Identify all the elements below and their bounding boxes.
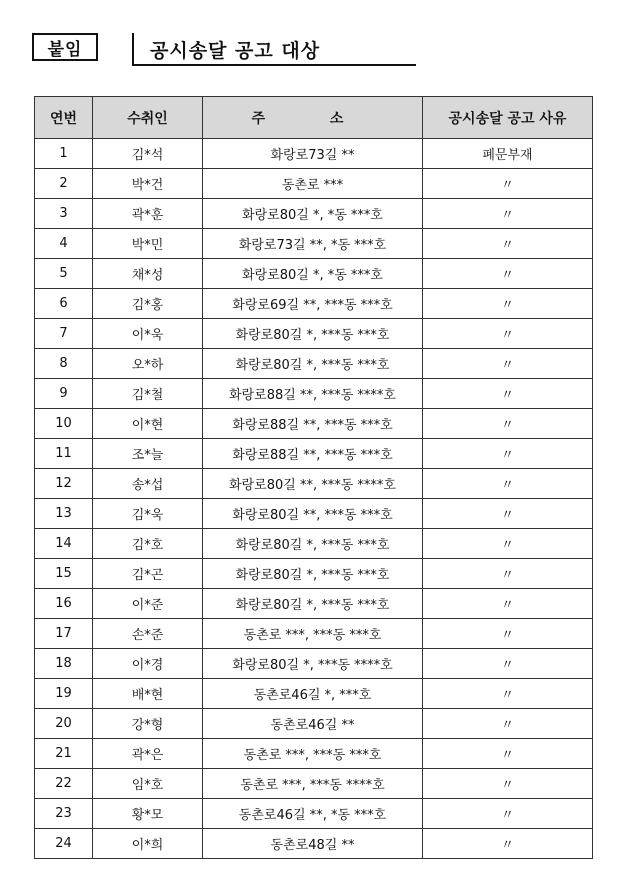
cell-reason: 〃 bbox=[423, 319, 593, 349]
cell-address: 화랑로73길 **, *동 ***호 bbox=[203, 229, 423, 259]
cell-reason: 〃 bbox=[423, 709, 593, 739]
cell-address: 동촌로 ***, ***동 ****호 bbox=[203, 769, 423, 799]
cell-address: 화랑로80길 *, *동 ***호 bbox=[203, 259, 423, 289]
cell-number: 8 bbox=[35, 349, 93, 379]
table-row bbox=[35, 709, 593, 739]
table-row bbox=[35, 589, 593, 619]
cell-address: 화랑로80길 *, ***동 ***호 bbox=[203, 529, 423, 559]
cell-address: 화랑로80길 *, *동 ***호 bbox=[203, 199, 423, 229]
cell-recipient: 곽*훈 bbox=[93, 199, 203, 229]
cell-number: 21 bbox=[35, 739, 93, 769]
table-header-row bbox=[35, 97, 593, 139]
cell-reason: 〃 bbox=[423, 379, 593, 409]
cell-recipient: 배*현 bbox=[93, 679, 203, 709]
cell-number: 19 bbox=[35, 679, 93, 709]
cell-reason: 〃 bbox=[423, 229, 593, 259]
cell-number: 24 bbox=[35, 829, 93, 859]
cell-address: 화랑로80길 *, ***동 ***호 bbox=[203, 589, 423, 619]
cell-number: 15 bbox=[35, 559, 93, 589]
cell-recipient: 오*하 bbox=[93, 349, 203, 379]
table-row bbox=[35, 349, 593, 379]
cell-address: 동촌로 *** bbox=[203, 169, 423, 199]
cell-recipient: 송*섭 bbox=[93, 469, 203, 499]
cell-recipient: 손*준 bbox=[93, 619, 203, 649]
cell-recipient: 이*희 bbox=[93, 829, 203, 859]
attachment-badge: 붙임 bbox=[32, 33, 98, 61]
cell-number: 20 bbox=[35, 709, 93, 739]
cell-recipient: 강*형 bbox=[93, 709, 203, 739]
table-row bbox=[35, 319, 593, 349]
table-row bbox=[35, 559, 593, 589]
cell-address: 화랑로69길 **, ***동 ***호 bbox=[203, 289, 423, 319]
cell-reason: 〃 bbox=[423, 349, 593, 379]
cell-reason: 폐문부재 bbox=[423, 139, 593, 169]
cell-reason: 〃 bbox=[423, 769, 593, 799]
cell-reason: 〃 bbox=[423, 559, 593, 589]
table-row bbox=[35, 409, 593, 439]
cell-reason: 〃 bbox=[423, 529, 593, 559]
cell-recipient: 채*성 bbox=[93, 259, 203, 289]
cell-address: 동촌로48길 ** bbox=[203, 829, 423, 859]
table-row bbox=[35, 469, 593, 499]
table-row bbox=[35, 679, 593, 709]
table-row bbox=[35, 739, 593, 769]
cell-recipient: 임*호 bbox=[93, 769, 203, 799]
cell-address: 화랑로80길 *, ***동 ****호 bbox=[203, 649, 423, 679]
cell-reason: 〃 bbox=[423, 169, 593, 199]
column-header-recipient: 수취인 bbox=[93, 97, 203, 139]
cell-number: 5 bbox=[35, 259, 93, 289]
cell-recipient: 김*석 bbox=[93, 139, 203, 169]
cell-address: 동촌로46길 *, ***호 bbox=[203, 679, 423, 709]
cell-reason: 〃 bbox=[423, 469, 593, 499]
cell-address: 화랑로80길 *, ***동 ***호 bbox=[203, 319, 423, 349]
table-row bbox=[35, 499, 593, 529]
cell-address: 화랑로80길 **, ***동 ***호 bbox=[203, 499, 423, 529]
cell-address: 화랑로80길 *, ***동 ***호 bbox=[203, 559, 423, 589]
page-title: 공시송달 공고 대상 bbox=[150, 40, 321, 62]
cell-number: 14 bbox=[35, 529, 93, 559]
cell-recipient: 곽*은 bbox=[93, 739, 203, 769]
cell-recipient: 이*경 bbox=[93, 649, 203, 679]
cell-reason: 〃 bbox=[423, 619, 593, 649]
cell-address: 동촌로46길 **, *동 ***호 bbox=[203, 799, 423, 829]
title-box bbox=[132, 33, 416, 66]
cell-address: 화랑로73길 ** bbox=[203, 139, 423, 169]
column-header-reason: 공시송달 공고 사유 bbox=[423, 97, 593, 139]
cell-reason: 〃 bbox=[423, 289, 593, 319]
cell-recipient: 박*민 bbox=[93, 229, 203, 259]
table-row bbox=[35, 619, 593, 649]
cell-reason: 〃 bbox=[423, 799, 593, 829]
cell-number: 2 bbox=[35, 169, 93, 199]
cell-number: 6 bbox=[35, 289, 93, 319]
cell-reason: 〃 bbox=[423, 829, 593, 859]
cell-number: 16 bbox=[35, 589, 93, 619]
cell-number: 13 bbox=[35, 499, 93, 529]
table-row bbox=[35, 769, 593, 799]
cell-recipient: 이*준 bbox=[93, 589, 203, 619]
cell-recipient: 조*늘 bbox=[93, 439, 203, 469]
table-row bbox=[35, 529, 593, 559]
document-header bbox=[32, 33, 416, 67]
cell-reason: 〃 bbox=[423, 409, 593, 439]
table-row bbox=[35, 199, 593, 229]
cell-number: 18 bbox=[35, 649, 93, 679]
cell-number: 3 bbox=[35, 199, 93, 229]
cell-recipient: 김*곤 bbox=[93, 559, 203, 589]
cell-recipient: 김*호 bbox=[93, 529, 203, 559]
column-header-number: 연번 bbox=[35, 97, 93, 139]
cell-recipient: 김*철 bbox=[93, 379, 203, 409]
cell-recipient: 이*현 bbox=[93, 409, 203, 439]
table-row bbox=[35, 829, 593, 859]
cell-recipient: 이*욱 bbox=[93, 319, 203, 349]
table-row bbox=[35, 139, 593, 169]
table-row bbox=[35, 649, 593, 679]
cell-address: 화랑로80길 **, ***동 ****호 bbox=[203, 469, 423, 499]
cell-number: 9 bbox=[35, 379, 93, 409]
cell-recipient: 황*모 bbox=[93, 799, 203, 829]
cell-reason: 〃 bbox=[423, 439, 593, 469]
table-row bbox=[35, 259, 593, 289]
column-header-address: 주 소 bbox=[203, 97, 423, 139]
cell-reason: 〃 bbox=[423, 739, 593, 769]
cell-address: 동촌로 ***, ***동 ***호 bbox=[203, 739, 423, 769]
cell-number: 11 bbox=[35, 439, 93, 469]
cell-number: 22 bbox=[35, 769, 93, 799]
cell-address: 동촌로 ***, ***동 ***호 bbox=[203, 619, 423, 649]
cell-reason: 〃 bbox=[423, 499, 593, 529]
cell-address: 화랑로88길 **, ***동 ***호 bbox=[203, 439, 423, 469]
table-row bbox=[35, 169, 593, 199]
cell-address: 화랑로88길 **, ***동 ****호 bbox=[203, 379, 423, 409]
table-row bbox=[35, 379, 593, 409]
cell-address: 화랑로80길 *, ***동 ***호 bbox=[203, 349, 423, 379]
table-row bbox=[35, 799, 593, 829]
table-body bbox=[35, 139, 593, 859]
cell-number: 10 bbox=[35, 409, 93, 439]
cell-reason: 〃 bbox=[423, 589, 593, 619]
cell-reason: 〃 bbox=[423, 679, 593, 709]
cell-number: 1 bbox=[35, 139, 93, 169]
cell-address: 화랑로88길 **, ***동 ***호 bbox=[203, 409, 423, 439]
cell-reason: 〃 bbox=[423, 199, 593, 229]
cell-number: 23 bbox=[35, 799, 93, 829]
cell-number: 12 bbox=[35, 469, 93, 499]
recipient-table bbox=[34, 96, 593, 859]
cell-reason: 〃 bbox=[423, 649, 593, 679]
cell-reason: 〃 bbox=[423, 259, 593, 289]
table-row bbox=[35, 439, 593, 469]
table-row bbox=[35, 229, 593, 259]
cell-recipient: 김*욱 bbox=[93, 499, 203, 529]
table-row bbox=[35, 289, 593, 319]
cell-number: 17 bbox=[35, 619, 93, 649]
cell-number: 7 bbox=[35, 319, 93, 349]
cell-recipient: 김*홍 bbox=[93, 289, 203, 319]
cell-number: 4 bbox=[35, 229, 93, 259]
cell-recipient: 박*건 bbox=[93, 169, 203, 199]
cell-address: 동촌로46길 ** bbox=[203, 709, 423, 739]
